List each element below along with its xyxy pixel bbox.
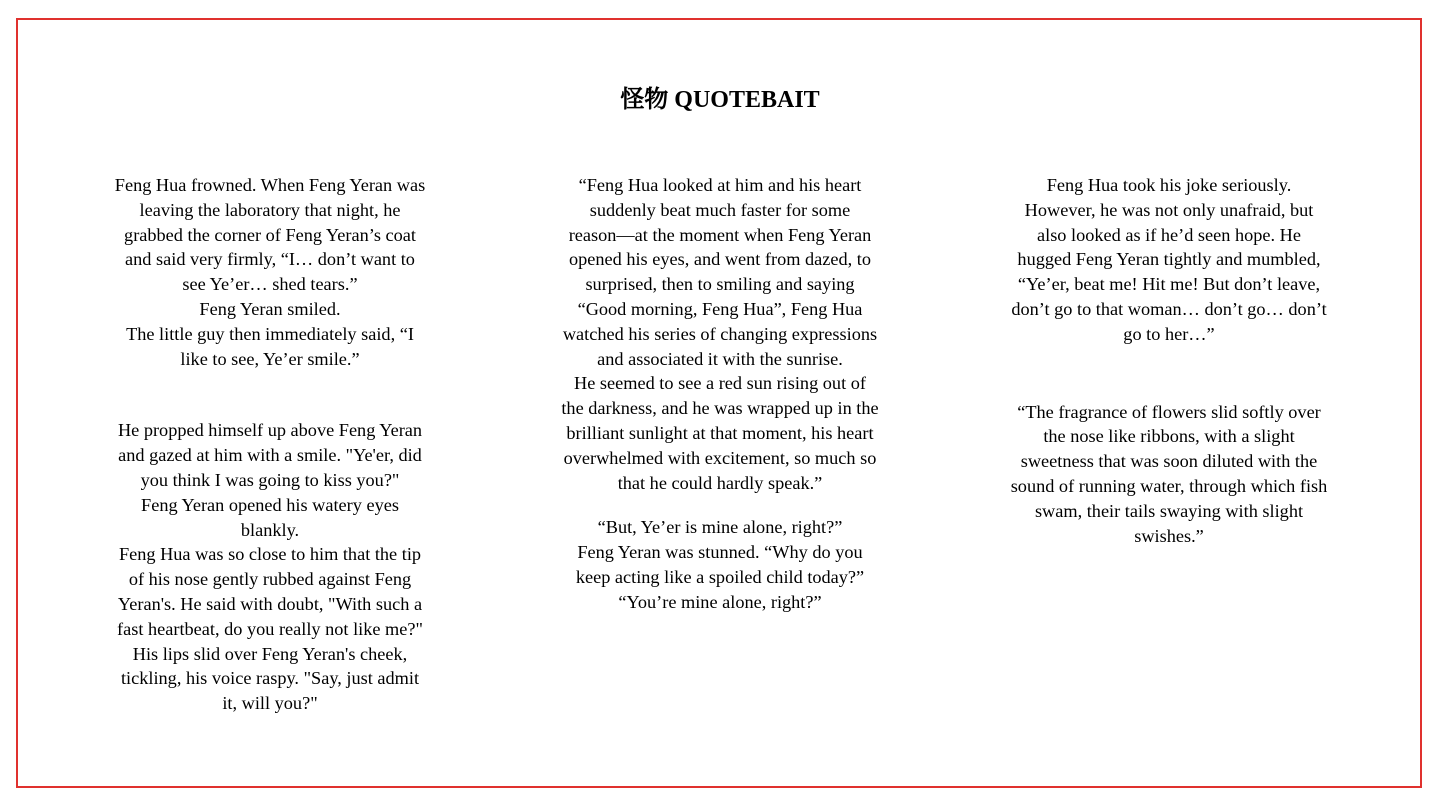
quote-block — [110, 418, 430, 716]
quote-line: “Feng Hua looked at him and his heart — [578, 175, 862, 195]
quote-line: suddenly beat much faster for some — [589, 199, 851, 220]
quote-column-2 — [560, 173, 880, 615]
quote-line: His lips slid over Feng Yeran's cheek, — [132, 643, 408, 664]
quote-line: “Good morning, Feng Hua”, Feng Hua — [577, 298, 863, 319]
quote-line: the nose like ribbons, with a slight — [1043, 426, 1295, 447]
quote-line: go to her…” — [1123, 323, 1215, 344]
quote-block — [560, 515, 880, 614]
spacer — [110, 371, 430, 418]
quote-line: sound of running water, through which fish — [1010, 475, 1328, 496]
quote-line: opened his eyes, and went from dazed, to — [568, 249, 872, 270]
quote-line: fast heartbeat, do you really not like me?" — [117, 618, 423, 639]
quote-line: He seemed to see a red sun rising out of — [574, 373, 866, 394]
quote-line: grabbed the corner of Feng Yeran’s coat — [124, 224, 416, 245]
quote-line: “You’re mine alone, right?” — [618, 591, 822, 612]
quote-column-1 — [110, 173, 430, 716]
quote-line: Feng Yeran smiled. — [199, 298, 341, 319]
quote-column-3 — [1009, 173, 1329, 548]
quote-line: overwhelmed with excitement, so much so — [563, 447, 877, 468]
quote-line: and gazed at him with a smile. "Ye'er, did — [118, 445, 422, 466]
quote-line: “The fragrance of flowers slid softly over — [1017, 401, 1321, 422]
spacer — [1009, 347, 1329, 400]
quote-line: Feng Yeran was stunned. “Why do you — [577, 542, 863, 563]
quote-line: Yeran's. He said with doubt, "With such a — [117, 593, 423, 614]
quote-line: swam, their tails swaying with slight — [1034, 500, 1304, 521]
quote-line: watched his series of changing expressions — [562, 323, 878, 344]
quote-line: the darkness, and he was wrapped up in the — [561, 398, 879, 419]
quote-line: don’t go to that woman… don’t go… don’t — [1011, 298, 1327, 319]
quote-line: blankly. — [240, 519, 300, 540]
quote-block — [560, 173, 880, 495]
spacer — [560, 495, 880, 515]
quote-line: leaving the laboratory that night, he — [139, 199, 401, 220]
page-title: 怪物 QUOTEBAIT — [620, 87, 820, 113]
quote-line: of his nose gently rubbed against Feng — [128, 569, 412, 590]
quote-line: He propped himself up above Feng Yeran — [117, 420, 423, 441]
quote-line: hugged Feng Yeran tightly and mumbled, — [1017, 249, 1321, 270]
quote-line: also looked as if he’d seen hope. He — [1037, 224, 1301, 245]
quote-line: Feng Hua took his joke seriously. — [1046, 175, 1292, 195]
quote-block — [1009, 400, 1329, 549]
quote-line: see Ye’er… shed tears.” — [182, 274, 358, 295]
quote-line: Feng Hua was so close to him that the tip — [118, 544, 422, 565]
quote-line: that he could hardly speak.” — [617, 472, 823, 493]
quote-line: surprised, then to smiling and saying — [585, 274, 855, 295]
quote-line: it, will you?" — [222, 693, 318, 714]
quote-line: reason—at the moment when Feng Yeran — [568, 224, 872, 245]
quote-line: and associated it with the sunrise. — [597, 348, 843, 369]
quote-line: Feng Yeran opened his watery eyes — [141, 494, 399, 515]
quote-line: However, he was not only unafraid, but — [1024, 199, 1314, 220]
quote-line: tickling, his voice raspy. "Say, just admit — [120, 668, 420, 689]
quote-line: Feng Hua frowned. When Feng Yeran was — [114, 175, 426, 195]
quote-block — [1009, 173, 1329, 347]
quote-line: The little guy then immediately said, “I — [126, 323, 414, 344]
quote-line: sweetness that was soon diluted with the — [1020, 451, 1318, 472]
quote-line: brilliant sunlight at that moment, his heart — [566, 422, 874, 443]
quote-line: you think I was going to kiss you?" — [140, 469, 400, 490]
quote-line: keep acting like a spoiled child today?” — [575, 566, 865, 587]
quote-line: and said very firmly, “I… don’t want to — [125, 249, 415, 270]
quote-line: swishes.” — [1134, 525, 1204, 546]
quote-line: “But, Ye’er is mine alone, right?” — [597, 517, 843, 538]
quote-line: like to see, Ye’er smile.” — [180, 348, 360, 369]
quote-line: “Ye’er, beat me! Hit me! But don’t leave, — [1017, 274, 1321, 295]
quote-block — [110, 173, 430, 371]
